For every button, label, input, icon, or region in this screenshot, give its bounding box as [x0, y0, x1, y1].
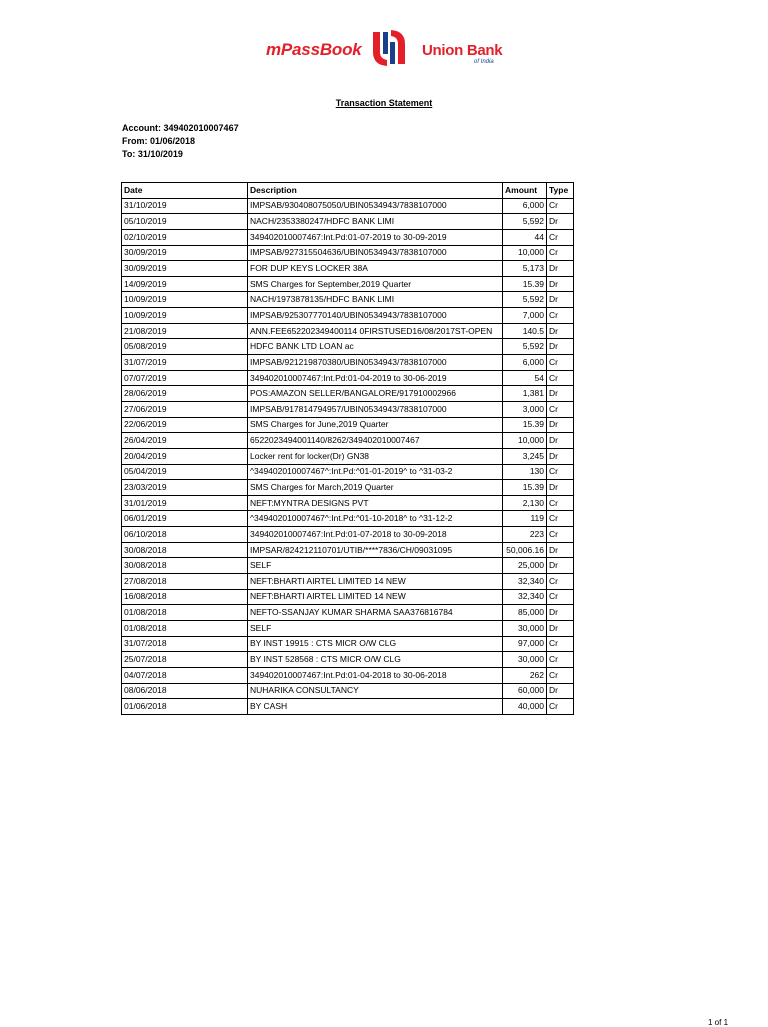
cell-date: 20/04/2019 [122, 448, 248, 464]
cell-type: Dr [547, 261, 574, 277]
cell-date: 05/04/2019 [122, 464, 248, 480]
table-row [122, 558, 574, 574]
table-row [122, 323, 574, 339]
cell-type: Cr [547, 511, 574, 527]
cell-amount: 15.39 [503, 417, 547, 433]
table-row [122, 448, 574, 464]
table-row [122, 667, 574, 683]
account-number: Account: 349402010007467 [122, 123, 239, 133]
cell-description: POS:AMAZON SELLER/BANGALORE/917910002966 [248, 386, 503, 402]
cell-type: Cr [547, 355, 574, 371]
cell-description: IMPSAR/824212110701/UTIB/****7836/CH/09031095 [248, 542, 503, 558]
cell-amount: 140.5 [503, 323, 547, 339]
cell-date: 04/07/2018 [122, 667, 248, 683]
cell-description: IMPSAB/921219870380/UBIN0534943/7838107000 [248, 355, 503, 371]
cell-date: 06/01/2019 [122, 511, 248, 527]
cell-amount: 10,000 [503, 245, 547, 261]
cell-type: Cr [547, 667, 574, 683]
cell-amount: 44 [503, 229, 547, 245]
from-date: From: 01/06/2018 [122, 136, 196, 146]
bank-subtitle: of India [474, 59, 494, 65]
cell-type: Dr [547, 276, 574, 292]
table-row [122, 401, 574, 417]
table-row [122, 308, 574, 324]
cell-date: 30/08/2018 [122, 558, 248, 574]
cell-date: 14/09/2019 [122, 276, 248, 292]
cell-amount: 7,000 [503, 308, 547, 324]
cell-date: 10/09/2019 [122, 308, 248, 324]
cell-amount: 130 [503, 464, 547, 480]
column-header-amount: Amount [503, 183, 547, 199]
cell-date: 27/06/2019 [122, 401, 248, 417]
cell-date: 10/09/2019 [122, 292, 248, 308]
cell-date: 27/08/2018 [122, 574, 248, 590]
cell-amount: 30,000 [503, 652, 547, 668]
cell-amount: 40,000 [503, 699, 547, 715]
cell-date: 31/07/2018 [122, 636, 248, 652]
cell-amount: 50,006.16 [503, 542, 547, 558]
cell-date: 01/06/2018 [122, 699, 248, 715]
cell-amount: 10,000 [503, 433, 547, 449]
cell-type: Dr [547, 417, 574, 433]
cell-description: SMS Charges for June,2019 Quarter [248, 417, 503, 433]
cell-description: NEFT:BHARTI AIRTEL LIMITED 14 NEW [248, 574, 503, 590]
column-header-type: Type [547, 183, 574, 199]
cell-type: Dr [547, 620, 574, 636]
cell-description: NEFT:MYNTRA DESIGNS PVT [248, 495, 503, 511]
cell-amount: 5,592 [503, 339, 547, 355]
cell-type: Cr [547, 198, 574, 214]
cell-description: 349402010007467:Int.Pd:01-04-2018 to 30-06-2018 [248, 667, 503, 683]
cell-amount: 5,173 [503, 261, 547, 277]
cell-type: Dr [547, 683, 574, 699]
cell-description: HDFC BANK LTD LOAN ac [248, 339, 503, 355]
cell-date: 30/09/2019 [122, 261, 248, 277]
cell-amount: 15.39 [503, 276, 547, 292]
cell-amount: 60,000 [503, 683, 547, 699]
cell-description: ^349402010007467^:Int.Pd:^01-10-2018^ to ^31-12-2 [248, 511, 503, 527]
cell-date: 01/08/2018 [122, 620, 248, 636]
cell-date: 16/08/2018 [122, 589, 248, 605]
cell-type: Dr [547, 214, 574, 230]
table-row [122, 229, 574, 245]
cell-amount: 54 [503, 370, 547, 386]
bank-name: Union Bank [422, 42, 503, 59]
table-row [122, 620, 574, 636]
table-row [122, 605, 574, 621]
cell-type: Dr [547, 323, 574, 339]
page-title: Transaction Statement [335, 98, 433, 108]
cell-type: Cr [547, 699, 574, 715]
cell-description: IMPSAB/930408075050/UBIN0534943/7838107000 [248, 198, 503, 214]
cell-type: Dr [547, 605, 574, 621]
cell-description: NACH/1973878135/HDFC BANK LIMI [248, 292, 503, 308]
cell-date: 02/10/2019 [122, 229, 248, 245]
cell-date: 25/07/2018 [122, 652, 248, 668]
cell-date: 05/10/2019 [122, 214, 248, 230]
table-row [122, 495, 574, 511]
cell-description: FOR DUP KEYS LOCKER 38A [248, 261, 503, 277]
cell-amount: 119 [503, 511, 547, 527]
table-row [122, 339, 574, 355]
cell-date: 21/08/2019 [122, 323, 248, 339]
union-bank-logo-icon [367, 28, 411, 68]
cell-date: 28/06/2019 [122, 386, 248, 402]
cell-date: 01/08/2018 [122, 605, 248, 621]
table-row [122, 198, 574, 214]
column-header-date: Date [122, 183, 248, 199]
table-row [122, 652, 574, 668]
table-row [122, 683, 574, 699]
cell-type: Cr [547, 574, 574, 590]
cell-description: Locker rent for locker(Dr) GN38 [248, 448, 503, 464]
cell-description: 349402010007467:Int.Pd:01-04-2019 to 30-06-2019 [248, 370, 503, 386]
cell-amount: 30,000 [503, 620, 547, 636]
cell-type: Dr [547, 292, 574, 308]
cell-description: ^349402010007467^:Int.Pd:^01-01-2019^ to ^31-03-2 [248, 464, 503, 480]
cell-type: Dr [547, 433, 574, 449]
table-row [122, 386, 574, 402]
account-details [122, 122, 239, 161]
cell-amount: 5,592 [503, 214, 547, 230]
cell-description: IMPSAB/927315504636/UBIN0534943/7838107000 [248, 245, 503, 261]
cell-date: 31/07/2019 [122, 355, 248, 371]
app-name: mPassBook [266, 40, 362, 59]
page-indicator: 1 of 1 [708, 1018, 729, 1027]
cell-description: 349402010007467:Int.Pd:01-07-2019 to 30-09-2019 [248, 229, 503, 245]
cell-description: 6522023494001140/8262/349402010007467 [248, 433, 503, 449]
cell-amount: 3,245 [503, 448, 547, 464]
cell-type: Cr [547, 589, 574, 605]
table-row [122, 636, 574, 652]
cell-amount: 97,000 [503, 636, 547, 652]
cell-date: 07/07/2019 [122, 370, 248, 386]
table-row [122, 214, 574, 230]
table-row [122, 370, 574, 386]
table-row [122, 699, 574, 715]
table-row [122, 589, 574, 605]
cell-type: Dr [547, 480, 574, 496]
cell-description: ANN.FEE652202349400114 0FIRSTUSED16/08/2017ST-OPEN [248, 323, 503, 339]
cell-date: 31/01/2019 [122, 495, 248, 511]
cell-description: NACH/2353380247/HDFC BANK LIMI [248, 214, 503, 230]
table-row [122, 527, 574, 543]
cell-amount: 223 [503, 527, 547, 543]
column-header-description: Description [248, 183, 503, 199]
cell-description: 349402010007467:Int.Pd:01-07-2018 to 30-09-2018 [248, 527, 503, 543]
cell-description: SMS Charges for March,2019 Quarter [248, 480, 503, 496]
cell-amount: 25,000 [503, 558, 547, 574]
cell-amount: 2,130 [503, 495, 547, 511]
cell-amount: 85,000 [503, 605, 547, 621]
table-row [122, 276, 574, 292]
cell-type: Cr [547, 229, 574, 245]
cell-amount: 1,381 [503, 386, 547, 402]
cell-amount: 5,592 [503, 292, 547, 308]
cell-date: 31/10/2019 [122, 198, 248, 214]
cell-type: Dr [547, 448, 574, 464]
cell-type: Cr [547, 527, 574, 543]
cell-description: SMS Charges for September,2019 Quarter [248, 276, 503, 292]
cell-date: 30/08/2018 [122, 542, 248, 558]
table-row [122, 245, 574, 261]
cell-amount: 32,340 [503, 574, 547, 590]
cell-amount: 262 [503, 667, 547, 683]
cell-type: Cr [547, 464, 574, 480]
statement-header [0, 28, 768, 76]
cell-type: Cr [547, 370, 574, 386]
table-row [122, 511, 574, 527]
cell-description: BY CASH [248, 699, 503, 715]
cell-date: 06/10/2018 [122, 527, 248, 543]
cell-amount: 3,000 [503, 401, 547, 417]
cell-description: BY INST 19915 : CTS MICR O/W CLG [248, 636, 503, 652]
cell-type: Cr [547, 652, 574, 668]
cell-amount: 15.39 [503, 480, 547, 496]
cell-type: Cr [547, 308, 574, 324]
cell-type: Dr [547, 542, 574, 558]
cell-type: Cr [547, 495, 574, 511]
cell-description: NEFTO-SSANJAY KUMAR SHARMA SAA376816784 [248, 605, 503, 621]
table-row [122, 480, 574, 496]
cell-amount: 6,000 [503, 355, 547, 371]
table-row [122, 433, 574, 449]
to-date: To: 31/10/2019 [122, 149, 183, 159]
cell-description: NUHARIKA CONSULTANCY [248, 683, 503, 699]
table-row [122, 417, 574, 433]
cell-description: SELF [248, 558, 503, 574]
table-row [122, 261, 574, 277]
cell-date: 23/03/2019 [122, 480, 248, 496]
cell-type: Dr [547, 386, 574, 402]
table-row [122, 355, 574, 371]
cell-date: 26/04/2019 [122, 433, 248, 449]
cell-description: IMPSAB/925307770140/UBIN0534943/7838107000 [248, 308, 503, 324]
table-row [122, 464, 574, 480]
cell-type: Dr [547, 339, 574, 355]
table-row [122, 574, 574, 590]
cell-type: Cr [547, 245, 574, 261]
transaction-table [121, 182, 574, 715]
cell-type: Cr [547, 401, 574, 417]
table-row [122, 292, 574, 308]
cell-type: Cr [547, 636, 574, 652]
cell-date: 05/08/2019 [122, 339, 248, 355]
cell-description: IMPSAB/917814794957/UBIN0534943/7838107000 [248, 401, 503, 417]
cell-amount: 32,340 [503, 589, 547, 605]
table-header-row [122, 183, 574, 199]
cell-date: 30/09/2019 [122, 245, 248, 261]
cell-description: NEFT:BHARTI AIRTEL LIMITED 14 NEW [248, 589, 503, 605]
cell-description: SELF [248, 620, 503, 636]
cell-amount: 6,000 [503, 198, 547, 214]
table-row [122, 542, 574, 558]
cell-date: 22/06/2019 [122, 417, 248, 433]
cell-type: Dr [547, 558, 574, 574]
cell-description: BY INST 528568 : CTS MICR O/W CLG [248, 652, 503, 668]
cell-date: 08/06/2018 [122, 683, 248, 699]
